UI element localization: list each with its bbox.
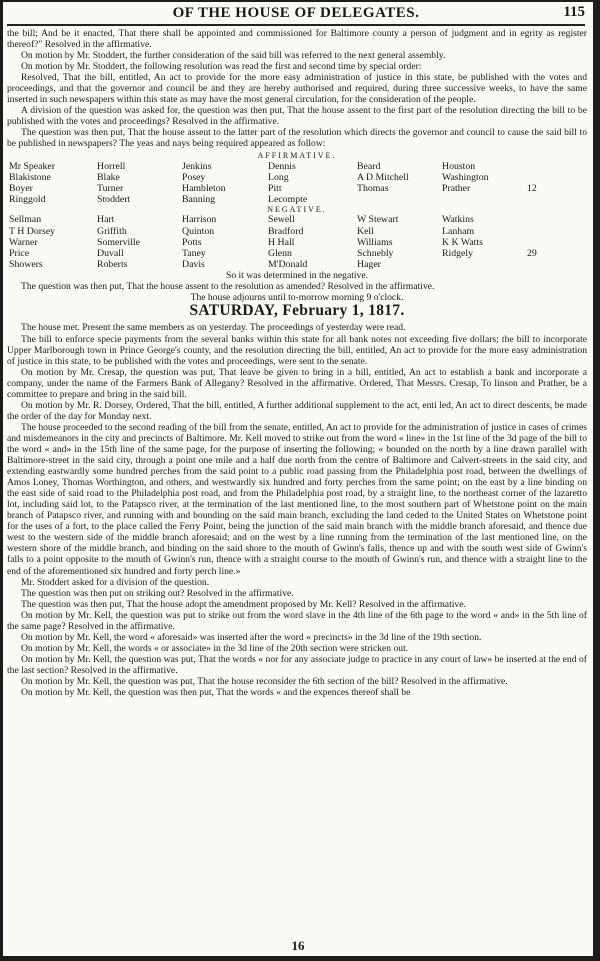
paragraph: On motion by Mr. Kell, the words « or associate» in the 3d line of the 20th section were stricken out. — [21, 642, 409, 654]
voter-name: Banning — [182, 194, 216, 206]
vote-count: 12 — [527, 182, 537, 194]
paragraph: Resolved, That the bill, entitled, An act to provide for the more easy administration of justice in this state, be published with the votes and proceedings, and that the governor and council be and they are hereby authorised and required, during three successive weeks, to have the same inserted in such newspapers within this state as may have the most general circulation, for the consideration of the people. — [7, 72, 587, 106]
voter-name: Boyer — [9, 182, 33, 194]
vote-result: So it was determined in the negative. — [225, 270, 368, 282]
voter-name: Hager — [357, 259, 381, 271]
paragraph: The question was then put, That the house adopt the amendment proposed by Mr. Kell? Resolved in the affirmative. — [21, 598, 466, 610]
paragraph: The house met. Present the same members as on yesterday. The proceedings of yesterday were read. — [21, 322, 406, 334]
voter-name: Somerville — [97, 236, 140, 248]
vote-count — [527, 194, 589, 205]
vote-count — [527, 214, 589, 225]
table-row — [9, 226, 589, 237]
voter-name: Potts — [182, 236, 202, 248]
paragraph: The question was then put on striking out? Resolved in the affirmative. — [21, 587, 294, 599]
running-header — [7, 2, 585, 26]
voter-name: Pitt — [268, 182, 282, 194]
voter-name: T H Dorsey — [9, 225, 56, 237]
page-title: OF THE HOUSE OF DELEGATES. — [172, 5, 420, 21]
paragraph: On motion by Mr. Stoddert, the further consideration of the said bill was referred to the next general assembly. — [21, 50, 446, 62]
paragraph: The question was then put, That the house assent to the resolution as amended? Resolved in the affirmative. — [21, 281, 435, 293]
voter-name: Long — [268, 171, 289, 183]
vote-count: 29 — [527, 247, 537, 259]
voter-name: Ridgely — [442, 247, 474, 259]
voter-name: Lanham — [442, 225, 475, 237]
voter-name: Lecompte — [268, 194, 308, 206]
voter-name: Watkins — [442, 214, 474, 226]
voter-name: Blakistone — [9, 171, 51, 183]
paragraph: On motion by Mr. Kell, the question was put, That the house reconsider the 6th section of the bill? Resolved in the affirmative. — [21, 675, 508, 687]
adjournment-notice: The house adjourns until to-morrow morning 9 o'clock. — [190, 292, 404, 304]
voter-name: Prather — [442, 182, 471, 194]
paragraph: On motion by Mr. Cresap, the question was put, That leave be given to bring in a bill, entitled, An act to establish a bank and incorporate a company, under the name of the Farmers Bank of Allegany? Resolved in the affirmative. Ordered, That Messrs. Cresap, To linson and Prather, be a committee to prepare and bring in the said bill. — [7, 366, 587, 400]
voter-name: Beard — [357, 160, 381, 172]
voter-name: Mr Speaker — [9, 160, 55, 172]
voter-name: H Hall — [268, 236, 295, 248]
voter-name: Showers — [9, 259, 43, 271]
negative-votes-table — [9, 214, 589, 270]
vote-count — [527, 226, 589, 237]
paragraph: Mr. Stoddert asked for a division of the question. — [21, 576, 210, 588]
voter-name: Quinton — [182, 225, 215, 237]
table-row — [9, 194, 589, 205]
voter-name: Sellman — [9, 214, 42, 226]
voter-name: Taney — [182, 247, 206, 259]
table-row — [9, 161, 589, 172]
voter-name: Williams — [357, 236, 393, 248]
table-row — [9, 248, 589, 259]
voter-name: Sewell — [268, 214, 295, 226]
voter-name: Ringgold — [9, 194, 46, 206]
voter-name: Schnebly — [357, 247, 394, 259]
voter-name: W Stewart — [357, 214, 399, 226]
voter-name: Blake — [97, 171, 120, 183]
voter-name: Davis — [182, 259, 205, 271]
paragraph: The question was then put, That the house assent to the latter part of the resolution which directs the governor and council to cause the said bill to be published in newspapers? The yeas and nays being required appeared as follow: — [7, 127, 587, 150]
voter-name: Stoddert — [97, 194, 131, 206]
paragraph: A division of the question was asked for, the question was then put, That the house assent to the first part of the resolution directing the bill to be published with the votes and proceedings? Resolved in the affirmative. — [7, 105, 587, 128]
vote-count — [527, 161, 589, 172]
voter-name: Hart — [97, 214, 115, 226]
vote-count — [527, 172, 589, 183]
negative-heading: NEGATIVE. — [267, 205, 327, 215]
voter-name: Price — [9, 247, 30, 259]
voter-name: Horrell — [97, 160, 126, 172]
voter-name — [357, 194, 442, 205]
voter-name: M'Donald — [268, 259, 308, 271]
paragraph: the bill; And be it enacted, That there shall be appointed and commissioned for Baltimore county a person of judgment and in egrity as register thereof?" Resolved in the affirmative. — [7, 28, 587, 51]
date-heading: SATURDAY, February 1, 1817. — [189, 302, 405, 320]
vote-count — [527, 259, 589, 270]
voter-name: A D Mitchell — [357, 171, 409, 183]
paragraph: On motion by Mr. Stoddert, the following resolution was read the first and second time by special order: — [21, 61, 422, 73]
voter-name — [442, 194, 527, 205]
paragraph: On motion by Mr. Kell, the word « aforesaid» was inserted after the word « precincts» in the 3d line of the 19th section. — [21, 631, 482, 643]
table-row — [9, 214, 589, 225]
voter-name: Griffith — [97, 225, 127, 237]
voter-name: Posey — [182, 171, 206, 183]
voter-name: Thomas — [357, 182, 389, 194]
voter-name: Hambleton — [182, 182, 226, 194]
affirmative-heading: AFFIRMATIVE. — [257, 150, 337, 160]
paragraph: The house proceeded to the second reading of the bill from the senate, entitled, An act to provide for the administration of justice in cases of crimes and misdemeanors in the city and precincts of Baltimore. Mr. Kell moved to strike out from the word « line» in the 1st line of the 3d page of the bill to the word « and» in the 15th line of the same page, for the purpose of inserting the following; « bounded on the north by a line drawn parallel with Baltimore-street in the said city, through a point one mile and a half due north from the centre of Baltimore and Calvert-streets in the said city, and extending eastwardly some hundred perches from the said point to a public road passing from the Philadelphia post road, between the dwellings of Amos Loney, Thomas Worthington, and others, and westwardly six hundred and forty perches from the same point; on the east by a line binding on the east side of said road to the Philadelphia post road, and from the Philadelphia post road, by a straight line, to the northeast corner of the lazaretto lot, including said lot, to the Patapsco river, at the termination of the last mentioned line, to the most southern part of Whetstone point on the main branch of Patapsco river, and running with and bounding on the said main branch, excluding the land ceded to the United States on Whetstone point for the uses of a fort, to the place called the Ferry Point, being the junction of the said main branch with the middle branch aforesaid, and thence due west to the western side of the middle branch aforesaid; and on the west by a line running from the termination of the last mentioned line, on the western shore of the middle branch, and binding on the said shore to the mouth of Gwinn's falls, thence up and with the south west side of Gwinn's falls to a point opposite to the mouth of Gwinn's run, thence with a straight course to the mouth of Gwinn's run, and thence with a straight line to the end of the aforementioned six hundred and forty perch line.» — [7, 421, 587, 577]
voter-name: Turner — [97, 182, 124, 194]
paragraph: On motion by Mr. Kell, the question was put to strike out from the word slave in the 4th line of the 6th page to the word « and» in the 5th line of the same page? Resolved in the affirmative. — [7, 609, 587, 632]
body-text — [3, 26, 593, 698]
table-row — [9, 237, 589, 248]
paragraph: The bill to enforce specie payments from the several banks within this state for all bank notes not exceeding five dollars; the bill to incorporate Upper Marlborough town in Prince George's county, and the resolution directing the bill, entitled, An act to provide for the more easy administration of justice in this state, to be published with the votes and proceedings, were sent to the senate. — [7, 333, 587, 367]
voter-name: Kell — [357, 225, 374, 237]
voter-name — [442, 259, 527, 270]
table-row — [9, 183, 589, 194]
voter-name: Harrison — [182, 214, 217, 226]
document-page — [3, 2, 593, 956]
paragraph: On motion by Mr. R. Dorsey, Ordered, That the bill, entitled, A further additional supplement to the act, enti led, An act to direct descents, be made the order of the day for Monday next. — [7, 399, 587, 422]
voter-name: Houston — [442, 160, 476, 172]
paragraph: On motion by Mr. Kell, the question was then put, That the words « and the expences thereof shall be — [21, 687, 411, 699]
voter-name: Glenn — [268, 247, 292, 259]
voter-name: Bradford — [268, 225, 304, 237]
voter-name: Dennis — [268, 160, 296, 172]
vote-count — [527, 237, 589, 248]
page-number: 115 — [563, 4, 585, 20]
affirmative-votes-table — [9, 161, 589, 206]
table-row — [9, 172, 589, 183]
signature-mark: 16 — [291, 938, 305, 953]
table-row — [9, 259, 589, 270]
voter-name: Roberts — [97, 259, 128, 271]
paragraph: On motion by Mr. Kell, the question was put, That the words « nor for any associate judge to practice in any court of law» be inserted at the end of the last section? Resolved in the affirmative. — [7, 653, 587, 676]
voter-name: Duvall — [97, 247, 124, 259]
voter-name: Warner — [9, 236, 38, 248]
voter-name: Washington — [442, 171, 489, 183]
voter-name: K K Watts — [442, 236, 483, 248]
voter-name: Jenkins — [182, 160, 212, 172]
